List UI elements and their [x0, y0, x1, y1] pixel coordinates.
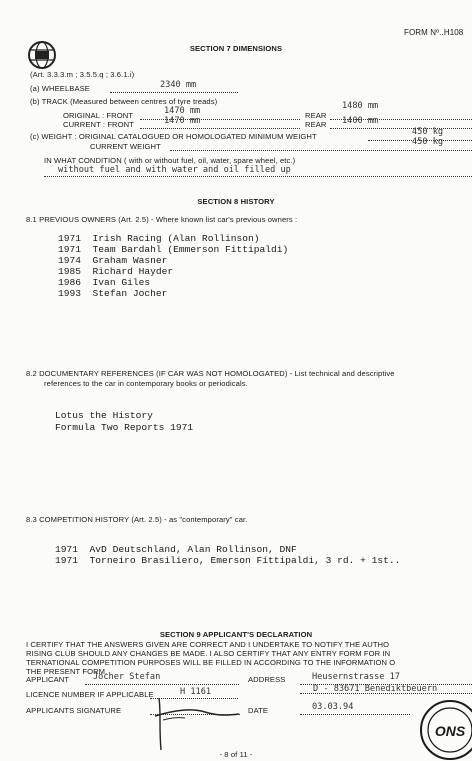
declaration-text: RISING CLUB SHOULD ANY CHANGES BE MADE. I ALSO CERTIFY THAT ANY ENTRY FORM FOR IN: [26, 649, 391, 658]
current-rear-value: 1400 mm: [342, 116, 379, 126]
applicant-label: APPLICANT: [26, 675, 70, 684]
track-label: (b) TRACK (Measured between centres of tyre treads): [30, 97, 218, 106]
stamp-text: ONS: [434, 723, 466, 739]
original-front-value: 1470 mm: [164, 106, 201, 116]
declaration-text: THE PRESENT FORM.: [26, 667, 108, 676]
doc-reference: Formula Two Reports 1971: [55, 422, 194, 433]
wheelbase-label: (a) WHEELBASE: [30, 84, 90, 93]
form-number: FORM Nº..H108: [404, 28, 464, 37]
weight-current-value: 450 kg: [412, 137, 444, 147]
weight-label: (c) WEIGHT : ORIGINAL CATALOGUED OR HOMOLOGATED MINIMUM WEIGHT: [30, 132, 317, 141]
list-item: 1974 Graham Wasner: [58, 255, 168, 266]
address-line-2: D - 83671 Benediktbeuern: [313, 684, 438, 694]
section9-title: SECTION 9 APPLICANT'S DECLARATION: [159, 630, 313, 639]
licence-label: LICENCE NUMBER IF APPLICABLE: [26, 690, 154, 699]
signature-label: APPLICANTS SIGNATURE: [26, 706, 122, 715]
signature: [145, 692, 245, 754]
docs-heading-continued: references to the car in contemporary books or periodicals.: [44, 379, 248, 388]
declaration-text: I CERTIFY THAT THE ANSWERS GIVEN ARE CORRECT AND I UNDERTAKE TO NOTIFY THE AUTHO: [26, 640, 390, 649]
condition-value: without fuel and with water and oil filled up: [58, 165, 291, 175]
owners-heading: 8.1 PREVIOUS OWNERS (Art. 2.5) - Where known list car's previous owners :: [26, 215, 298, 224]
docs-heading: 8.2 DOCUMENTARY REFERENCES (IF CAR WAS NOT HOMOLOGATED) - List technical and descriptive: [26, 369, 395, 378]
address-line-1: Heusernstrasse 17: [312, 672, 400, 682]
current-front-value: 1470 mm: [164, 116, 201, 126]
list-item: 1971 AvD Deutschland, Alan Rollinson, DNF: [55, 544, 297, 555]
list-item: 1993 Stefan Jocher: [58, 288, 168, 299]
wheelbase-value: 2340 mm: [160, 80, 197, 90]
current-weight-label: CURRENT WEIGHT: [90, 142, 161, 151]
date-value: 03.03.94: [312, 702, 354, 712]
date-label: DATE: [248, 706, 269, 715]
weight-original-value: 450 kg: [412, 127, 444, 137]
declaration-text: TERNATIONAL COMPETITION PURPOSES WILL BE FILLED IN ACCORDING TO THE INFORMATION O: [26, 658, 396, 667]
page-number: - 8 of 11 -: [219, 750, 253, 759]
list-item: 1985 Richard Hayder: [58, 266, 174, 277]
current-front-label: CURRENT : FRONT: [63, 120, 134, 129]
list-item: 1971 Irish Racing (Alan Rollinson): [58, 233, 260, 244]
list-item: 1971 Team Bardahl (Emmerson Fittipaldi): [58, 244, 289, 255]
competition-heading: 8.3 COMPETITION HISTORY (Art. 2.5) - as "contemporary" car.: [26, 515, 248, 524]
condition-label: IN WHAT CONDITION ( with or without fuel, oil, water, spare wheel, etc.): [44, 156, 296, 165]
licence-value: H 1161: [180, 687, 212, 697]
section7-articles: (Art. 3.3.3.m ; 3.5.5.q ; 3.6.1.i): [30, 70, 135, 79]
original-front-label: ORIGINAL : FRONT: [63, 111, 134, 120]
list-item: 1986 Ivan Giles: [58, 277, 151, 288]
original-rear-label: REAR: [305, 111, 327, 120]
current-rear-label: REAR: [305, 120, 327, 129]
original-rear-value: 1480 mm: [342, 101, 379, 111]
section7-title: SECTION 7 DIMENSIONS: [189, 44, 283, 53]
section8-title: SECTION 8 HISTORY: [197, 197, 275, 206]
list-item: 1971 Torneiro Brasiliero, Emerson Fittipaldi, 3 rd. + 1st..: [55, 555, 401, 566]
address-label: ADDRESS: [248, 675, 286, 684]
doc-reference: Lotus the History: [55, 410, 153, 421]
applicant-value: Jocher Stefan: [93, 672, 161, 682]
